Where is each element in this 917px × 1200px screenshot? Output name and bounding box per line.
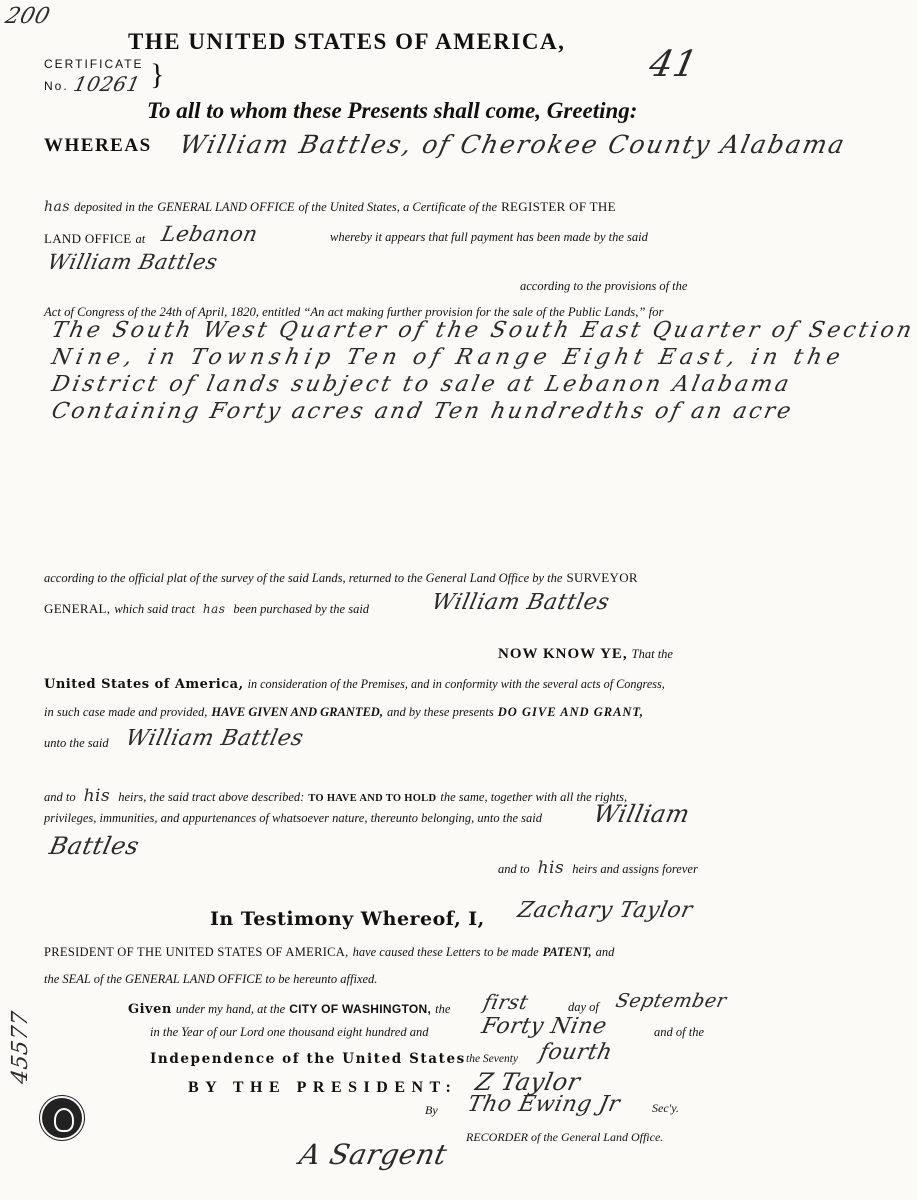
year-handwritten: Forty Nine: [479, 1014, 610, 1039]
by-label: By: [425, 1103, 438, 1117]
heirs-name-b-handwritten: Battles: [47, 832, 142, 860]
given-line-1: [128, 1000, 450, 1018]
at-label: at: [135, 232, 146, 246]
survey-text-1: according to the official plat of the survey of the said Lands, returned to the General Land Office by the: [44, 571, 563, 585]
grant-line-2: [44, 703, 644, 721]
land-description-line-4: Containing Forty acres and Ten hundredths of an acre: [49, 399, 796, 424]
assigns-text: heirs and assigns forever: [572, 862, 698, 876]
under-text: under my hand, at the: [175, 1002, 286, 1016]
patent-label: PATENT,: [542, 945, 592, 959]
do-give-text: DO GIVE AND GRANT,: [497, 705, 645, 719]
president-signature: Z Taylor: [473, 1068, 583, 1096]
heirs-line-3: [498, 858, 698, 878]
seal-text: the SEAL of the GENERAL LAND OFFICE to be hereunto affixed.: [44, 972, 378, 986]
day-handwritten: first: [481, 990, 531, 1014]
land-office-label: LAND OFFICE: [44, 231, 132, 246]
testimony-line-2: [44, 943, 614, 961]
secy-label: Sec'y.: [652, 1101, 679, 1115]
the-seventy-text: the Seventy: [466, 1053, 519, 1065]
unto-name-handwritten: William Battles: [123, 726, 306, 751]
survey-text-2a: which said tract: [114, 602, 195, 616]
margin-number-right: 41: [645, 44, 702, 85]
day-of-text: day of: [568, 1000, 599, 1014]
that-the: That the: [631, 647, 673, 661]
usa-gothic: United States of America,: [44, 677, 244, 692]
recorder-label: RECORDER of the General Land Office.: [466, 1130, 664, 1144]
heirs-text: heirs, the said tract above described:: [118, 790, 305, 804]
and-text: and: [595, 945, 615, 959]
and-to: and to: [44, 790, 76, 804]
land-description-line-2: Nine, in Township Ten of Range Eight East, in the: [49, 345, 847, 370]
month-handwritten: September: [613, 990, 729, 1012]
certificate-no-label: No.: [44, 79, 69, 93]
by-the-president: BY THE PRESIDENT:: [188, 1079, 458, 1096]
survey-line-2: [44, 600, 369, 618]
now-know-ye: NOW KNOW YE,: [498, 646, 628, 662]
register-label: REGISTER OF THE: [501, 199, 616, 214]
his-2-handwritten: his: [537, 858, 565, 878]
document-title: THE UNITED STATES OF AMERICA,: [128, 29, 566, 54]
certificate-brace: }: [150, 58, 165, 91]
deposit-text-2: of the United States, a Certificate of the: [298, 200, 498, 214]
deposit-name-handwritten: William Battles: [45, 250, 221, 274]
margin-side-number: 45577: [8, 1009, 33, 1086]
to-have-label: TO HAVE AND TO HOLD: [308, 793, 437, 804]
independence-gothic: Independence of the United States: [150, 1051, 466, 1067]
general-label: GENERAL,: [44, 601, 111, 616]
survey-has-handwritten: has: [202, 602, 226, 616]
consideration-text: in consideration of the Premises, and in conformity with the several acts of Congress,: [247, 677, 665, 691]
survey-text-2b: been purchased by the said: [233, 602, 370, 616]
have-given-text: HAVE GIVEN AND GRANTED,: [211, 705, 383, 719]
such-case-text: in such case made and provided,: [44, 705, 208, 719]
deposit-line-1: [44, 198, 616, 216]
have-caused-text: have caused these Letters to be made: [352, 945, 539, 959]
president-of-label: PRESIDENT OF THE UNITED STATES OF AMERICA,: [44, 945, 349, 959]
certificate-label: CERTIFICATE: [44, 57, 144, 71]
secretary-signature: Tho Ewing Jr: [465, 1092, 623, 1117]
heirs-name-a-handwritten: William: [591, 800, 693, 828]
and-to-2: and to: [498, 862, 530, 876]
his-handwritten: his: [83, 786, 111, 806]
recorder-signature: A Sargent: [296, 1138, 451, 1171]
has-handwritten: has: [44, 199, 71, 215]
and-by-text: and by these presents: [386, 705, 494, 719]
margin-note-top: 200: [2, 4, 53, 29]
testimony-gothic: In Testimony Whereof, I,: [210, 908, 485, 930]
seal: [42, 1098, 82, 1138]
whereas-label: WHEREAS: [44, 135, 152, 156]
fourth-handwritten: fourth: [537, 1040, 615, 1065]
surveyor-label: SURVEYOR: [566, 570, 638, 585]
survey-line-1: [44, 569, 638, 587]
in-year-text: in the Year of our Lord one thousand eight hundred and: [150, 1025, 429, 1039]
land-description-line-3: District of lands subject to sale at Lebanon Alabama: [49, 372, 794, 397]
same-text: the same, together with all the rights,: [440, 790, 628, 804]
heirs-line-1: [44, 786, 627, 806]
greeting: To all to whom these Presents shall come, Greeting:: [147, 98, 638, 123]
according-text: according to the provisions of the: [520, 279, 688, 293]
act-text: Act of Congress of the 24th of April, 1820, entitled “An act making further provision for the sale of the Public Lands,” for: [44, 305, 664, 319]
survey-name-handwritten: William Battles: [429, 590, 612, 615]
land-description-line-1: The South West Quarter of the South East Quarter of Section: [49, 318, 917, 343]
privileges-text: privileges, immunities, and appurtenances of whatsoever nature, thereunto belonging, unto the said: [44, 811, 542, 825]
grantee-handwritten: William Battles, of Cherokee County Alabama: [176, 130, 849, 159]
deposit-text-1: deposited in the: [74, 200, 154, 214]
and-of-text: and of the: [654, 1025, 704, 1039]
now-know-ye-line: [498, 645, 673, 663]
general-land-office: GENERAL LAND OFFICE: [157, 200, 295, 214]
whereby-text: whereby it appears that full payment has been made by the said: [330, 230, 648, 244]
the-text: the: [435, 1002, 451, 1016]
president-name-handwritten: Zachary Taylor: [515, 898, 695, 923]
deposit-line-2: [44, 230, 145, 248]
certificate-number: 10261: [71, 72, 143, 96]
seal-inner-emblem: [54, 1108, 74, 1132]
city-label: CITY OF WASHINGTON,: [289, 1002, 432, 1016]
location-handwritten: Lebanon: [159, 222, 261, 246]
unto-said: unto the said: [44, 736, 109, 750]
given-gothic: Given: [128, 1002, 172, 1017]
grant-line-1: [44, 675, 665, 693]
